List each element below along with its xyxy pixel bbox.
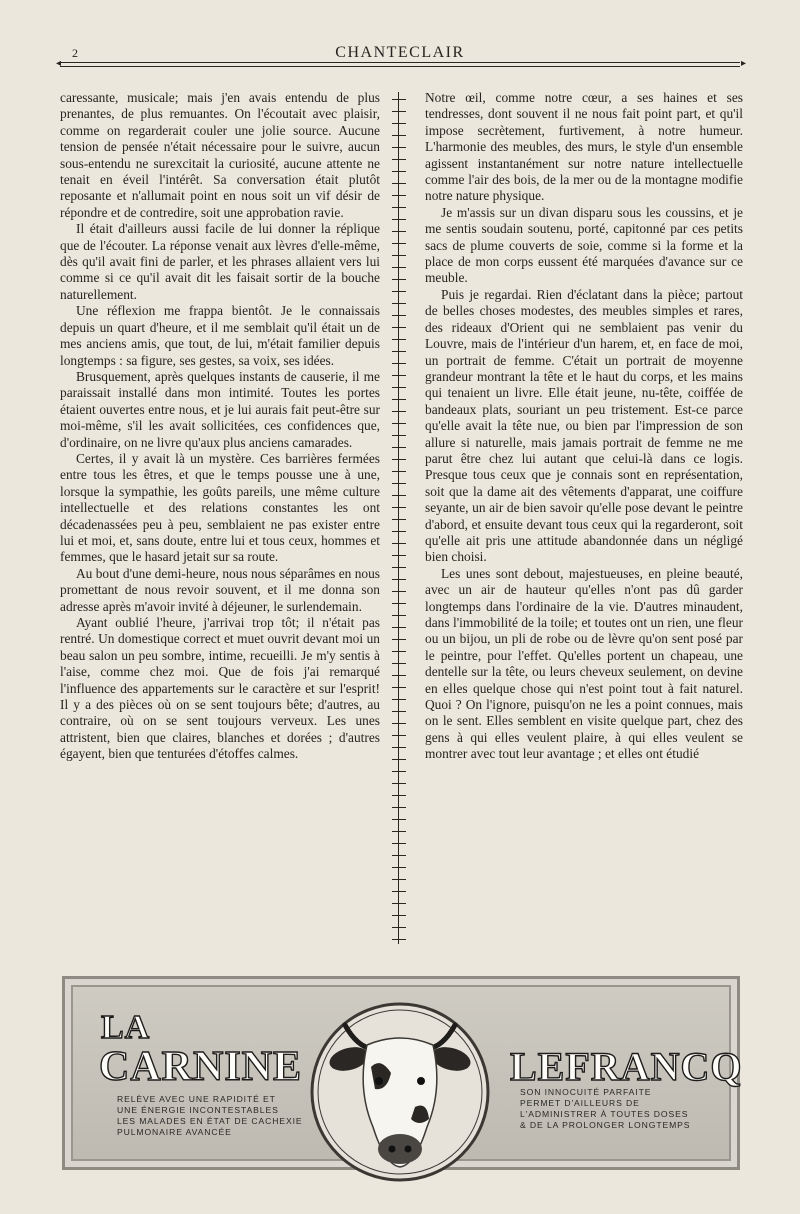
ad-line: RELÈVE AVEC UNE RAPIDITÉ ET — [117, 1094, 276, 1104]
paragraph: Les unes sont debout, majestueuses, en pleine beauté, avec un air de hauteur qu'elles n'ont pas dû garder longtemps dans l'ordinaire de la vie. D'autres minaudent, dans l'immobilité de la toile; et toutes ont un rien, une fleur ou un bijou, un pli de robe ou de lèvre qu'on sent posé par le peintre, pour l'effet. Qu'elles portent un chapeau, une dentelle sur la tête, ou leurs cheveux seulement, on devine en elles quelque chose qui n'est point tout à fait naturel. Quoi ? On l'ignore, puisqu'on ne les a point connues, mais on le sent. Elles semblent en visite quelque part, chez des gens à qui elles veulent plaire, à qui elles veulent se montrer avec tout leur avantage ; et elles ont étudié — [425, 565, 743, 762]
ad-title-carnine: CARNINE — [99, 1044, 303, 1090]
ad-line: UNE ÉNERGIE INCONTESTABLES — [117, 1105, 279, 1115]
paragraph: Certes, il y avait là un mystère. Ces barrières fermées entre tous les êtres, et que le temps pousse une à une, lorsque la sympathie, les goûts pareils, une même culture intellectuelle et des relations constantes les ont décadenassées peu à peu, semblaient ne pas exister entre lui et moi, et, sans doute, entre lui et tous ceux, hommes et femmes, que le hasard jetait sur sa route. — [60, 450, 380, 565]
header-rule — [60, 62, 740, 67]
paragraph: Ayant oublié l'heure, j'arrivai trop tôt; il n'était pas rentré. Un domestique correct et muet ouvrit devant moi un beau salon un peu sombre, intime, recueilli. Je m'y sentis à l'aise, comme chez moi. Que de fois j'ai remarqué l'influence des appartements sur le caractère et sur l'esprit! Il y a des pièces où on se sent toujours bête; d'autres, au contraire, où on se sent toujours verveux. Les unes attristent, bien que claires, blanches et dorées ; d'autres égayent, bien que tenturées d'étoffes calmes. — [60, 615, 380, 762]
paragraph: Au bout d'une demi-heure, nous nous séparâmes en nous promettant de nous revoir souvent, et il me donna son adresse après m'avoir invité à déjeuner, le surlendemain. — [60, 565, 380, 614]
left-text-column — [60, 90, 380, 948]
paragraph: Brusquement, après quelques instants de causerie, il me paraissait installé dans mon intimité. Toutes les portes étaient ouvertes entre nous, et je lui aurais fait peut-être sur moi-même, s'il les avait sollicitées, ces confidences que, d'ordinaire, on ne livre qu'aux plus anciens camarades. — [60, 368, 380, 450]
paragraph: Il était d'ailleurs aussi facile de lui donner la réplique que de l'écouter. La réponse venait aux lèvres d'elle-même, dès qu'il avait fini de parler, et les phrases allaient vers lui comme si ce qu'il avait dit les faisait sortir de la bouche naturellement. — [60, 221, 380, 302]
page-number: 2 — [72, 46, 78, 60]
paragraph: Je m'assis sur un divan disparu sous les coussins, et je me sentis soudain soutenu, porté, capitonné par ces petits sacs de plume couverts de soie, comme si la forme et la place de mon corps eussent été marquées d'avance sur ce meuble. — [425, 204, 743, 286]
ad-line: LES MALADES EN ÉTAT DE CACHEXIE — [117, 1116, 303, 1126]
ad-line: L'ADMINISTRER À TOUTES DOSES — [520, 1109, 689, 1119]
ad-line: PERMET D'AILLEURS DE — [520, 1098, 640, 1108]
bull-head-medallion-icon — [305, 997, 495, 1187]
page-header — [56, 44, 746, 69]
paragraph: Puis je regardai. Rien d'éclatant dans la pièce; partout de belles choses modestes, des meubles simples et rares, des rideaux d'Orient qui ne semblaient pas venir du Louvre, mais de l'intérieur d'un harem, et, en face de moi, un portrait de femme. C'était un portrait de moyenne grandeur montrant la tête et le haut du corps, et les mains qui tenaient un livre. Elle était jeune, nu-tête, coiffée de bandeaux plats, souriant un peu tristement. Est-ce parce qu'elle avait la tête nue, ou bien par l'impression de son allure si naturelle, mais jamais portrait de femme ne me parut être chez lui autant que celui-là dans ce logis. Presque tous ceux que je connais sont en représentation, soit que la dame ait des vêtements d'apparat, une coiffure seyante, un air de bien savoir qu'elle pose devant le peintre d'abord, et ensuite devant tous ceux qui la regarderont, soit qu'elle ait pris une attitude abandonnée dans un négligé bien choisi. — [425, 286, 743, 565]
ad-line: PULMONAIRE AVANCÉE — [117, 1127, 232, 1137]
ad-right-copy — [520, 1087, 730, 1131]
rule-ornament-left-icon: ◂ — [56, 58, 62, 69]
ad-title-brand: LEFRANCQ — [510, 1044, 743, 1089]
ad-line: SON INNOCUITÉ PARFAITE — [520, 1087, 652, 1097]
magazine-title: CHANTECLAIR — [335, 44, 465, 61]
ad-title-la: LA — [101, 1009, 151, 1046]
right-text-column — [425, 90, 743, 948]
paragraph: caressante, musicale; mais j'en avais entendu de plus prenantes, de plus remuantes. On l'écoutait avec plaisir, comme on regarderait couler une jolie source. Aucune tension de pensée n'était nécessaire pour le suivre, aucun sous-entendu ne surexcitait la curiosité, aucune attente ne tenait en éveil l'intérêt. Sa conversation était plutôt reposante et n'allumait point en nous soit un vif désir de répondre et de contredire, soit une approbation ravie. — [60, 90, 380, 220]
carnine-advertisement — [62, 976, 743, 1170]
column-divider — [392, 92, 406, 944]
paragraph: Une réflexion me frappa bientôt. Je le connaissais depuis un quart d'heure, et il me semblait qu'il était un de mes anciens amis, que tout, de lui, m'était familier depuis longtemps : sa figure, ses gestes, sa voix, ses idées. — [60, 303, 380, 368]
rule-ornament-right-icon: ▸ — [740, 58, 746, 69]
paragraph: Notre œil, comme notre cœur, a ses haines et ses tendresses, dont souvent il ne nous fait point part, et qu'il impose secrètement, furtivement, à notre humeur. L'harmonie des meubles, des murs, le style d'un ensemble agissent instantanément sur notre nature intellectuelle comme l'air des bois, de la mer ou de la montagne modifie notre nature physique. — [425, 90, 743, 204]
ad-line: & DE LA PROLONGER LONGTEMPS — [520, 1120, 691, 1130]
ad-left-copy — [117, 1094, 317, 1138]
